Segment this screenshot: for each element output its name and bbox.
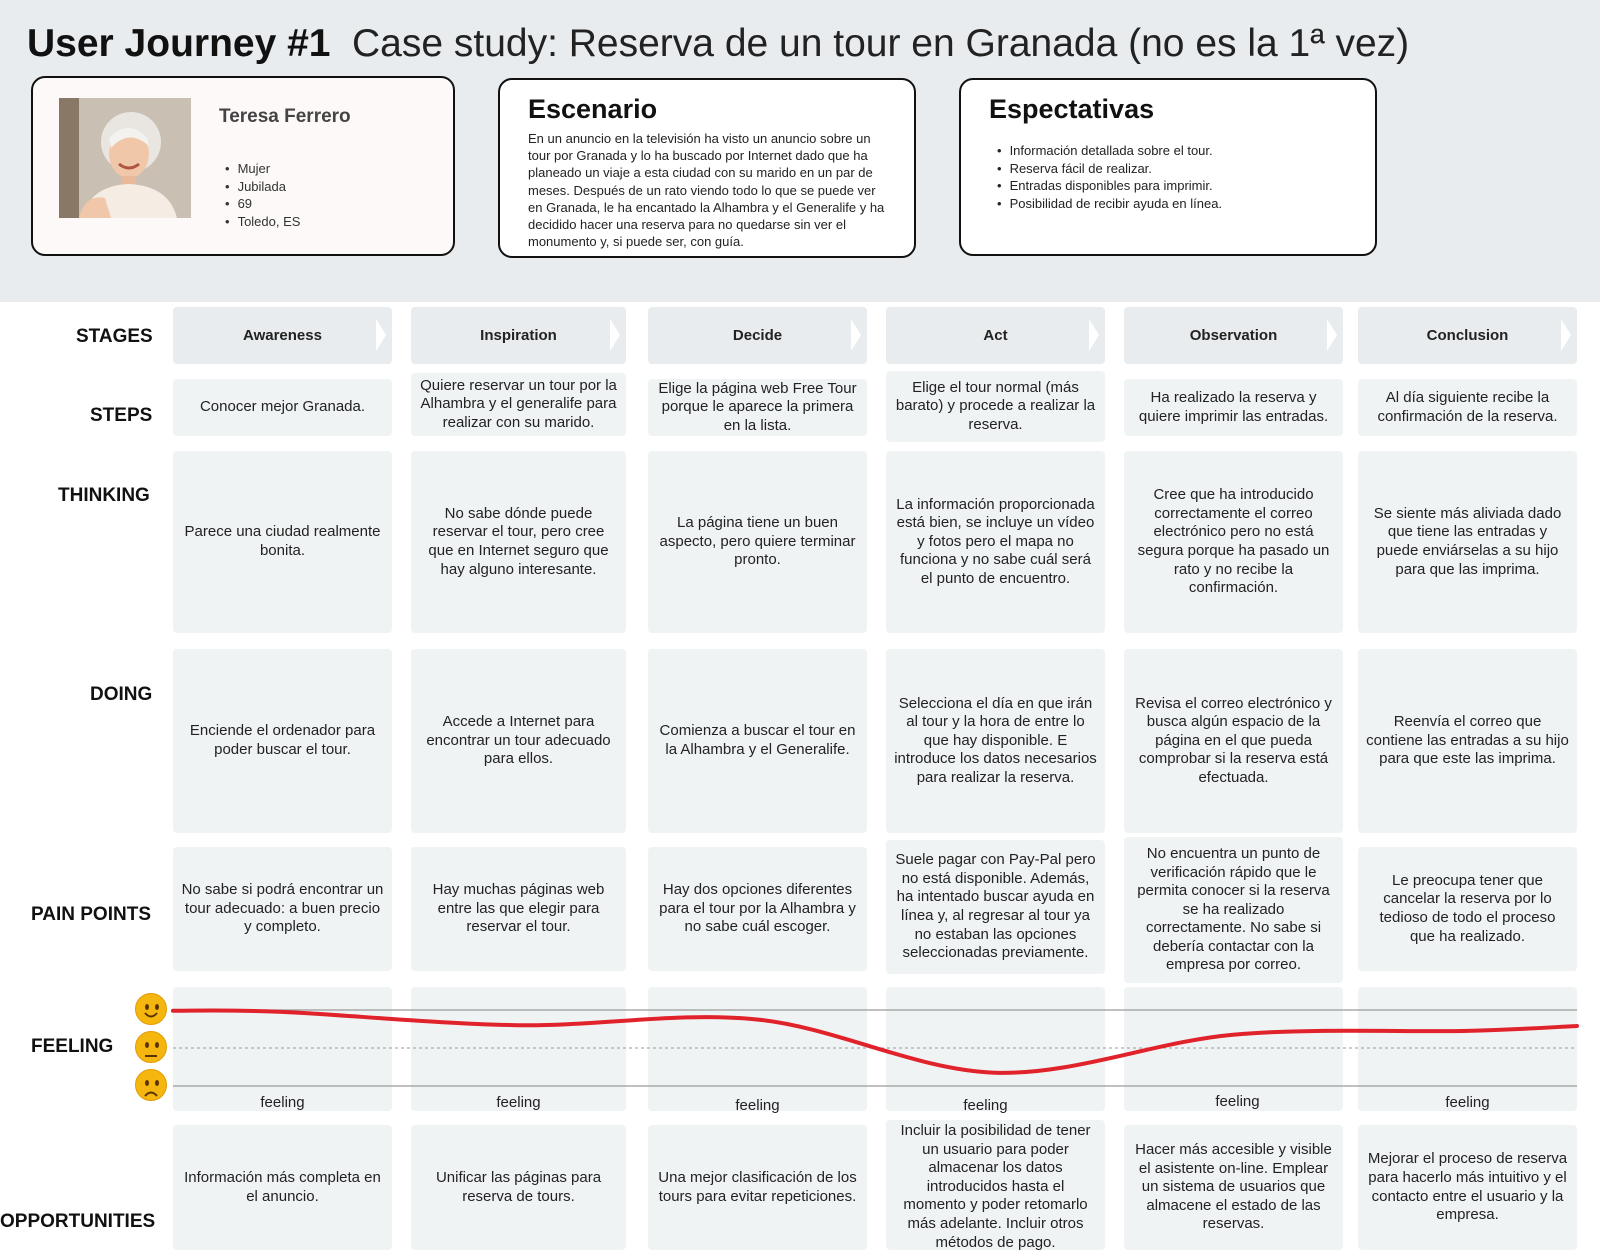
expectativa-item: • Información detallada sobre el tour. [997, 142, 1222, 160]
pain-point-cell: Suele pagar con Pay-Pal pero no está disponible. Además, ha intentado buscar ayuda en línea y, al regresar al tour ya no estaban las opciones seleccionadas previamente. [886, 840, 1105, 974]
doing-cell: Selecciona el día en que irán al tour y la hora de entre lo que hay disponible. E introduce los datos necesarios para realizar la reserva. [886, 649, 1105, 833]
doing-cell: Reenvía el correo que contiene las entradas a su hijo para que este las imprima. [1358, 649, 1577, 833]
persona-attribute: • Jubilada [225, 178, 300, 196]
label-doing: DOING [90, 684, 153, 705]
opportunity-cell: Una mejor clasificación de los tours para evitar repeticiones. [648, 1125, 867, 1250]
thinking-cell: No sabe dónde puede reservar el tour, pero cree que en Internet seguro que hay alguno interesante. [411, 451, 626, 633]
opportunity-cell: Incluir la posibilidad de tener un usuario para poder almacenar los datos introducidos hasta el momento y poder retomarlo más adelante. Incluir otros métodos de pago. [886, 1120, 1105, 1250]
pain-point-cell: Le preocupa tener que cancelar la reserva por lo tedioso de todo el proceso que ha realizado. [1358, 847, 1577, 971]
label-steps: STEPS [90, 405, 153, 426]
thinking-cell: Parece una ciudad realmente bonita. [173, 451, 392, 633]
opportunity-cell: Mejorar el proceso de reserva para hacerlo más intuitivo y el contacto entre el usuario y la empresa. [1358, 1125, 1577, 1250]
doing-cell: Revisa el correo electrónico y busca algún espacio de la página en el que pueda comprobar si la reserva está efectuada. [1124, 649, 1343, 833]
step-cell: Conocer mejor Granada. [173, 379, 392, 436]
chevron-right-icon [376, 319, 386, 351]
opportunity-cell: Hacer más accesible y visible el asistente on-line. Emplear un sistema de usuarios que almacene el estado de las reservas. [1124, 1125, 1343, 1250]
feeling-label: feeling [260, 1094, 305, 1111]
step-cell: Ha realizado la reserva y quiere imprimir las entradas. [1124, 379, 1343, 436]
expectativas-list [997, 142, 1222, 212]
chevron-right-icon [1089, 319, 1099, 351]
persona-photo [59, 98, 191, 218]
doing-cell: Comienza a buscar el tour en la Alhambra y el Generalife. [648, 649, 867, 833]
persona-portrait-icon [59, 98, 191, 218]
feeling-label: feeling [1215, 1093, 1260, 1110]
thinking-cell: Se siente más aliviada dado que tiene las entradas y puede enviárselas a su hijo para que las imprima. [1358, 451, 1577, 633]
persona-name: Teresa Ferrero [219, 106, 351, 127]
stage-label: Conclusion [1426, 327, 1509, 344]
thinking-cell: Cree que ha introducido correctamente el correo electrónico pero no está segura porque ha pasado un rato y no recibe la confirmación. [1124, 451, 1343, 633]
stage-decide [648, 307, 867, 364]
stage-conclusion [1358, 307, 1577, 364]
stage-label: Awareness [243, 327, 322, 344]
pain-point-cell: No encuentra un punto de verificación rápido que le permita conocer si la reserva se ha realizado correctamente. No sabe si debería contactar con la empresa por correo. [1124, 837, 1343, 983]
persona-attributes [225, 160, 300, 230]
feeling-cell [886, 987, 1105, 1111]
feeling-label: feeling [496, 1094, 541, 1111]
stage-act [886, 307, 1105, 364]
persona-card [31, 76, 455, 256]
stage-label: Decide [732, 327, 783, 344]
stage-label: Observation [1189, 327, 1278, 344]
thinking-cell: La información proporcionada está bien, se incluye un vídeo y fotos pero el mapa no funciona y no sabe cuál será el punto de encuentro. [886, 451, 1105, 633]
expectativas-title: Espectativas [989, 94, 1155, 124]
feeling-label: feeling [1445, 1094, 1490, 1111]
label-thinking: THINKING [58, 485, 150, 506]
stage-inspiration [411, 307, 626, 364]
page-title: User Journey #1 [27, 22, 331, 65]
label-pain-points: PAIN POINTS [31, 904, 151, 925]
feeling-cell [1358, 987, 1577, 1111]
chevron-right-icon [1327, 319, 1337, 351]
thinking-cell: La página tiene un buen aspecto, pero quiere terminar pronto. [648, 451, 867, 633]
escenario-title: Escenario [528, 94, 658, 124]
opportunity-cell: Información más completa en el anuncio. [173, 1125, 392, 1250]
neutral-face-icon [135, 1031, 167, 1063]
pain-point-cell: Hay dos opciones diferentes para el tour por la Alhambra y no sabe cuál escoger. [648, 847, 867, 971]
step-cell: Quiere reservar un tour por la Alhambra y el generalife para realizar con su marido. [411, 373, 626, 436]
step-cell: Al día siguiente recibe la confirmación de la reserva. [1358, 379, 1577, 436]
stage-awareness [173, 307, 392, 364]
doing-cell: Enciende el ordenador para poder buscar el tour. [173, 649, 392, 833]
expectativa-item: • Entradas disponibles para imprimir. [997, 177, 1222, 195]
sad-face-icon [135, 1069, 167, 1101]
chevron-right-icon [851, 319, 861, 351]
stage-label: Act [983, 327, 1008, 344]
chevron-right-icon [610, 319, 620, 351]
escenario-card [498, 78, 916, 258]
doing-cell: Accede a Internet para encontrar un tour adecuado para ellos. [411, 649, 626, 833]
feeling-cell [173, 987, 392, 1111]
persona-attribute: • 69 [225, 195, 300, 213]
chevron-right-icon [1561, 319, 1571, 351]
happy-face-icon [135, 993, 167, 1025]
persona-attribute: • Mujer [225, 160, 300, 178]
expectativas-card [959, 78, 1377, 256]
page-subtitle: Case study: Reserva de un tour en Granada (no es la 1ª vez) [352, 22, 1410, 65]
expectativa-item: • Reserva fácil de realizar. [997, 160, 1222, 178]
expectativa-item: • Posibilidad de recibir ayuda en línea. [997, 195, 1222, 213]
feeling-label: feeling [735, 1097, 780, 1114]
pain-point-cell: No sabe si podrá encontrar un tour adecuado: a buen precio y completo. [173, 847, 392, 971]
stage-observation [1124, 307, 1343, 364]
pain-point-cell: Hay muchas páginas web entre las que elegir para reservar el tour. [411, 847, 626, 971]
feeling-cell [648, 987, 867, 1111]
step-cell: Elige el tour normal (más barato) y procede a realizar la reserva. [886, 371, 1105, 442]
step-cell: Elige la página web Free Tour porque le aparece la primera en la lista. [648, 379, 867, 436]
feeling-cell [411, 987, 626, 1111]
persona-attribute: • Toledo, ES [225, 213, 300, 231]
feeling-label: feeling [963, 1097, 1008, 1114]
label-stages: STAGES [76, 326, 153, 347]
stage-label: Inspiration [480, 327, 557, 344]
escenario-text: En un anuncio en la televisión ha visto un anuncio sobre un tour por Granada y lo ha buscado por Internet dado que ha planeado un viaje a esta ciudad con su marido en un par de meses. Después de un rato viendo todo lo que se puede ver en Granada, le ha encantado la Alhambra y el Generalife y ha decidido hacer una reserva para no quedarse sin ver el monumento y, si puede ser, con guía. [528, 131, 885, 250]
label-feeling: FEELING [31, 1036, 114, 1057]
label-opportunities: OPPORTUNITIES [0, 1211, 156, 1232]
opportunity-cell: Unificar las páginas para reserva de tours. [411, 1125, 626, 1250]
